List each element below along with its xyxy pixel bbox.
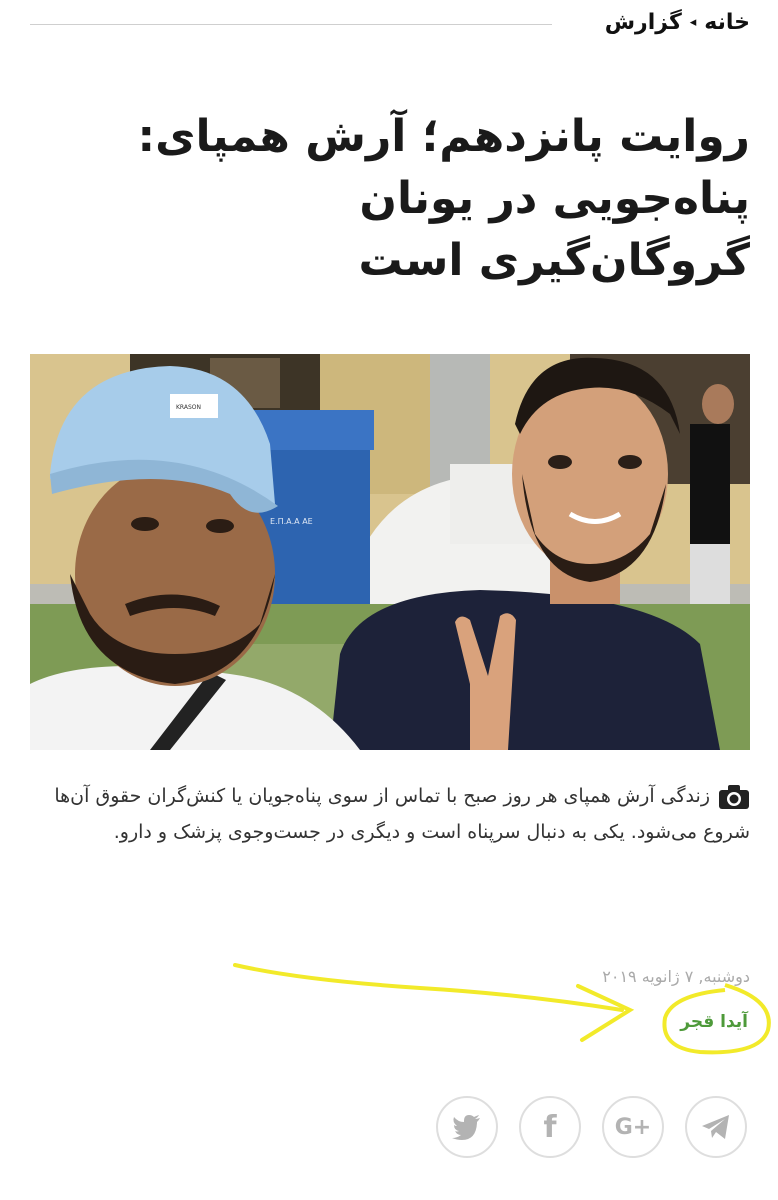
bin-label: Ε.Π.Α.Α ΑΕ xyxy=(270,517,313,526)
share-twitter-button[interactable] xyxy=(436,1096,498,1158)
share-facebook-button[interactable] xyxy=(519,1096,581,1158)
share-bar xyxy=(436,1096,747,1158)
facebook-icon: f xyxy=(543,1109,557,1145)
camera-icon xyxy=(718,784,750,810)
breadcrumb-separator-icon: ◂ xyxy=(689,15,697,30)
share-google-plus-button[interactable] xyxy=(602,1096,664,1158)
photo-caption xyxy=(28,778,750,850)
share-telegram-button[interactable] xyxy=(685,1096,747,1158)
breadcrumb-section[interactable]: گزارش xyxy=(604,10,682,35)
telegram-icon xyxy=(701,1114,731,1140)
breadcrumb xyxy=(605,10,750,35)
publish-date: دوشنبه, ۷ ژانویه ۲۰۱۹ xyxy=(602,967,750,986)
caption-text: زندگی آرش همپای هر روز صبح با تماس از سوی پناه‌جویان یا کنش‌گران حقوق آن‌ها شروع می‌شود. یکی به دنبال سرپناه است و دیگری در جست‌وجوی پزشک و دارو. xyxy=(54,785,750,843)
cap-label: KRASON xyxy=(176,404,201,411)
article-title: روایت پانزدهم؛ آرش همپای: پناه‌جویی در یونان گروگان‌گیری است xyxy=(137,111,750,286)
google-plus-icon: G+ xyxy=(614,1114,652,1140)
author-name[interactable]: آیدا قجر xyxy=(680,1012,748,1032)
article-photo xyxy=(30,354,750,750)
breadcrumb-home[interactable]: خانه xyxy=(704,10,750,35)
header-divider xyxy=(30,24,552,25)
twitter-icon xyxy=(452,1114,482,1140)
